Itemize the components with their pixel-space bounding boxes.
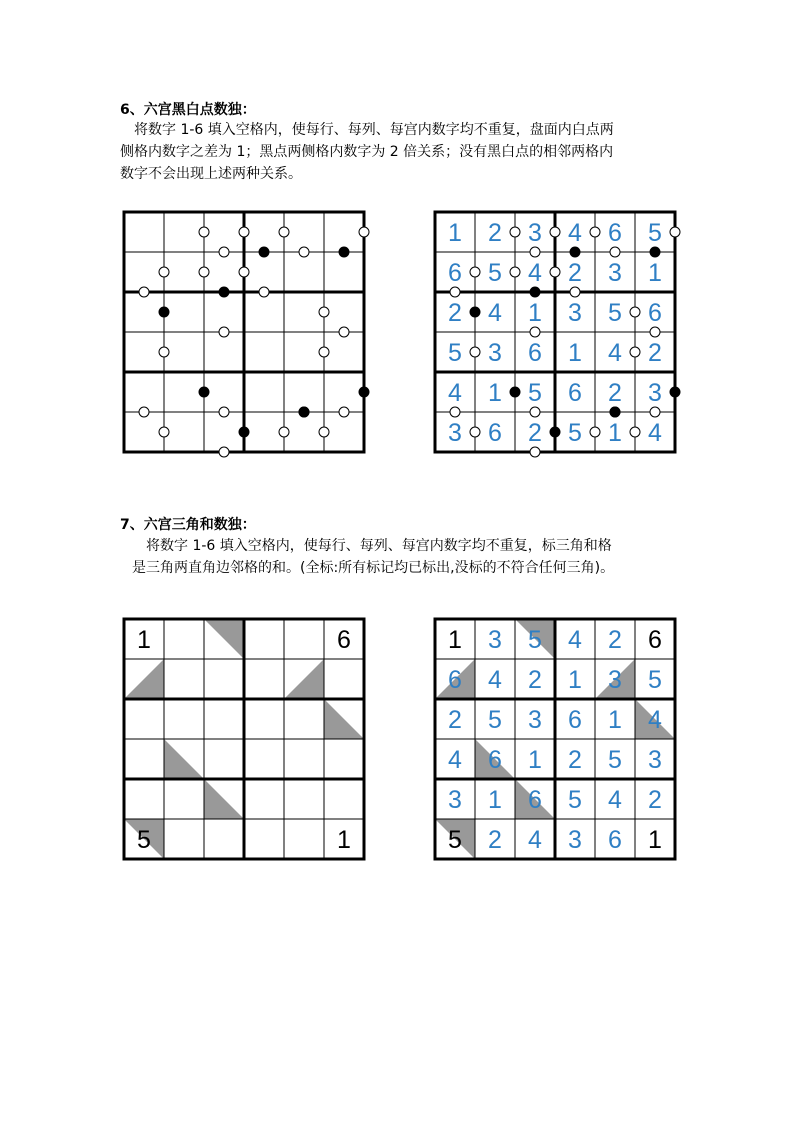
solution-digit: 4 [528, 826, 542, 854]
white-dot [139, 287, 149, 297]
solution-digit: 3 [448, 419, 462, 447]
white-dot [339, 407, 349, 417]
solution-digit: 1 [448, 219, 462, 247]
given-digit: 1 [137, 626, 151, 654]
given-digit: 6 [648, 626, 662, 654]
solution-digit: 3 [608, 666, 622, 694]
solution-digit: 6 [608, 219, 622, 247]
solution-digit: 3 [568, 299, 582, 327]
black-dot [299, 407, 309, 417]
white-dot [139, 407, 149, 417]
white-dot [610, 247, 620, 257]
black-dot [239, 427, 249, 437]
solution-digit: 6 [608, 826, 622, 854]
white-dot [570, 287, 580, 297]
white-dot [159, 267, 169, 277]
white-dot [159, 427, 169, 437]
section7-desc-line: 将数字 1-6 填入空格内，使每行、每列、每宫内数字均不重复，标三角和格 [146, 538, 612, 554]
solution-digit: 5 [488, 706, 502, 734]
solution-digit: 5 [488, 259, 502, 287]
black-dot [650, 247, 660, 257]
black-dot [219, 287, 229, 297]
white-dot [219, 407, 229, 417]
given-digit: 1 [337, 826, 351, 854]
solution-digit: 2 [608, 379, 622, 407]
white-dot [510, 267, 520, 277]
given-digit: 5 [448, 826, 462, 854]
solution-digit: 3 [528, 706, 542, 734]
solution-digit: 2 [448, 706, 462, 734]
solution-digit: 3 [528, 219, 542, 247]
white-dot [530, 407, 540, 417]
white-dot [530, 327, 540, 337]
solution-digit: 1 [608, 419, 622, 447]
solution-digit: 2 [448, 299, 462, 327]
solution-digit: 1 [568, 339, 582, 367]
black-dot [570, 247, 580, 257]
white-dot [339, 327, 349, 337]
white-dot [470, 267, 480, 277]
white-dot [199, 227, 209, 237]
white-dot [239, 267, 249, 277]
white-dot [319, 307, 329, 317]
solution-digit: 2 [648, 786, 662, 814]
solution-digit: 6 [448, 666, 462, 694]
solution-digit: 6 [568, 706, 582, 734]
solution-digit: 3 [648, 746, 662, 774]
section7-desc-line: 是三角两直角边邻格的和。(全标:所有标记均已标出,没标的不符合任何三角)。 [132, 560, 615, 576]
white-dot [279, 227, 289, 237]
solution-digit: 2 [568, 259, 582, 287]
white-dot [299, 247, 309, 257]
solution-digit: 5 [448, 339, 462, 367]
black-dot [199, 387, 209, 397]
solution-digit: 4 [648, 706, 662, 734]
solution-digit: 5 [608, 746, 622, 774]
white-dot [630, 427, 640, 437]
given-digit: 6 [337, 626, 351, 654]
triangle-sum-solution-grid [435, 619, 675, 859]
section7-description [120, 535, 680, 579]
solution-digit: 6 [648, 299, 662, 327]
solution-digit: 5 [648, 666, 662, 694]
solution-digit: 4 [488, 299, 502, 327]
solution-digit: 3 [608, 259, 622, 287]
solution-digit: 2 [528, 419, 542, 447]
white-dot [319, 347, 329, 357]
solution-digit: 4 [648, 419, 662, 447]
white-dot [450, 287, 460, 297]
sum-triangle [324, 699, 364, 739]
solution-digit: 4 [608, 339, 622, 367]
solution-digit: 1 [648, 259, 662, 287]
black-dot [470, 307, 480, 317]
black-dot [259, 247, 269, 257]
white-dot [259, 287, 269, 297]
kropki-solution-grid [435, 212, 675, 452]
section6-desc-line: 侧格内数字之差为 1；黑点两侧格内数字为 2 倍关系；没有黑白点的相邻两格内 [120, 144, 614, 160]
section6-desc-line: 将数字 1-6 填入空格内，使每行、每列、每宫内数字均不重复，盘面内白点两 [134, 122, 614, 138]
white-dot [450, 407, 460, 417]
solution-digit: 2 [488, 826, 502, 854]
solution-digit: 3 [648, 379, 662, 407]
solution-digit: 1 [608, 706, 622, 734]
solution-digit: 5 [568, 419, 582, 447]
white-dot [590, 227, 600, 237]
solution-digit: 6 [568, 379, 582, 407]
black-dot [359, 387, 369, 397]
solution-digit: 4 [528, 259, 542, 287]
solution-digit: 1 [528, 746, 542, 774]
white-dot [319, 427, 329, 437]
triangle-sum-puzzle-grid [124, 619, 364, 859]
section6-title: 6、六宫黑白点数独： [120, 102, 256, 118]
solution-digit: 1 [528, 299, 542, 327]
white-dot [550, 267, 560, 277]
black-dot [610, 407, 620, 417]
solution-digit: 5 [528, 379, 542, 407]
solution-digit: 4 [448, 379, 462, 407]
sum-triangle [164, 739, 204, 779]
white-dot [630, 347, 640, 357]
solution-digit: 2 [528, 666, 542, 694]
solution-digit: 3 [448, 786, 462, 814]
solution-digit: 4 [608, 786, 622, 814]
white-dot [219, 447, 229, 457]
solution-digit: 2 [608, 626, 622, 654]
solution-digit: 4 [568, 219, 582, 247]
white-dot [199, 267, 209, 277]
given-digit: 1 [648, 826, 662, 854]
kropki-puzzle-grid [124, 212, 364, 452]
sum-triangle [204, 619, 244, 659]
solution-digit: 4 [448, 746, 462, 774]
solution-digit: 6 [448, 259, 462, 287]
white-dot [670, 227, 680, 237]
solution-digit: 5 [528, 626, 542, 654]
given-digit: 1 [448, 626, 462, 654]
solution-digit: 4 [488, 666, 502, 694]
black-dot [510, 387, 520, 397]
given-digit: 5 [137, 826, 151, 854]
section7-title: 7、六宫三角和数独： [120, 517, 256, 533]
white-dot [279, 427, 289, 437]
solution-digit: 1 [568, 666, 582, 694]
solution-digit: 2 [648, 339, 662, 367]
white-dot [510, 227, 520, 237]
solution-digit: 5 [608, 299, 622, 327]
black-dot [530, 287, 540, 297]
white-dot [590, 427, 600, 437]
solution-digit: 6 [488, 746, 502, 774]
white-dot [470, 427, 480, 437]
white-dot [359, 227, 369, 237]
sum-triangle [124, 659, 164, 699]
white-dot [470, 347, 480, 357]
white-dot [630, 307, 640, 317]
solution-digit: 5 [568, 786, 582, 814]
solution-digit: 6 [528, 786, 542, 814]
black-dot [550, 427, 560, 437]
white-dot [219, 247, 229, 257]
black-dot [670, 387, 680, 397]
solution-digit: 3 [488, 339, 502, 367]
white-dot [159, 347, 169, 357]
white-dot [650, 407, 660, 417]
white-dot [550, 227, 560, 237]
solution-digit: 4 [568, 626, 582, 654]
solution-digit: 6 [528, 339, 542, 367]
solution-digit: 2 [488, 219, 502, 247]
white-dot [650, 327, 660, 337]
solution-digit: 5 [648, 219, 662, 247]
solution-digit: 1 [488, 379, 502, 407]
solution-digit: 2 [568, 746, 582, 774]
black-dot [339, 247, 349, 257]
sum-triangle [204, 779, 244, 819]
section6-description [120, 119, 680, 185]
white-dot [530, 447, 540, 457]
solution-digit: 3 [568, 826, 582, 854]
black-dot [159, 307, 169, 317]
solution-digit: 3 [488, 626, 502, 654]
solution-digit: 6 [488, 419, 502, 447]
section6-desc-line: 数字不会出现上述两种关系。 [120, 166, 302, 182]
white-dot [219, 327, 229, 337]
solution-digit: 1 [488, 786, 502, 814]
white-dot [239, 227, 249, 237]
sum-triangle [284, 659, 324, 699]
white-dot [530, 247, 540, 257]
